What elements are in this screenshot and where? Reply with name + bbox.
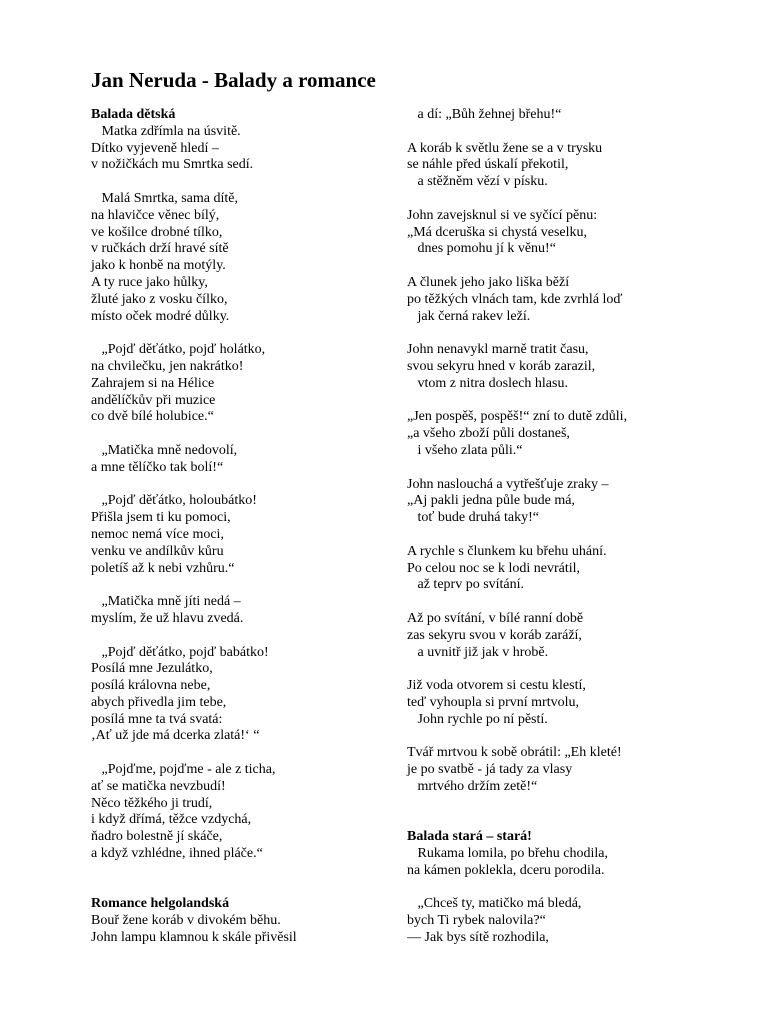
poem-line: abych přivedla jim tebe,: [91, 694, 227, 710]
poem-line: „Matička mně nedovolí,: [91, 442, 238, 458]
poem-line: ňadro bolestně jí skáče,: [91, 829, 223, 845]
poem-line: Přišla jsem ti ku pomoci,: [91, 510, 231, 526]
stanza-break: [91, 628, 391, 645]
poem-line: bych Ti rybek nalovila?“: [407, 913, 546, 929]
poem-line: nemoc nemá více moci,: [91, 526, 224, 542]
poem-line: John zavejsknul si ve syčící pěnu:: [407, 207, 598, 223]
stanza-break: [407, 191, 727, 208]
stanza-break: [407, 880, 727, 897]
right-column: [407, 107, 727, 947]
poem-line: „Pojďme, pojďme - ale z ticha,: [91, 762, 276, 778]
poem-line: a uvnitř již jak v hrobě.: [407, 644, 549, 660]
poem-line: venku ve andílkův kůru: [91, 543, 224, 559]
poem-line: John nenavykl marně tratit času,: [407, 342, 589, 358]
poem-line: John rychle po ní pěstí.: [407, 711, 548, 727]
poem-line: „Chceš ty, matičko má bledá,: [407, 896, 582, 912]
poem-line: andělíčkův při muzice: [91, 392, 216, 408]
stanza-break: [91, 863, 391, 880]
poem-line: zas sekyru svou v koráb zaráží,: [407, 627, 582, 643]
poem-line: Po celou noc se k lodi nevrátil,: [407, 560, 581, 576]
poem-line: posílá královna nebe,: [91, 678, 211, 694]
poem-line: Bouř žene koráb v divokém běhu.: [91, 913, 281, 929]
poem-line: a mne tělíčko tak bolí!“: [91, 459, 224, 475]
poem-line: na kámen poklekla, dceru porodila.: [407, 862, 605, 878]
poem-line: teď vyhoupla si první mrtvolu,: [407, 694, 579, 710]
poem-line: „Jen pospěš, pospěš!“ zní to dutě zdůli,: [407, 409, 628, 425]
poem-heading: Balada dětská: [91, 107, 176, 122]
poem-line: na hlavičce věnec bílý,: [91, 207, 220, 223]
stanza-break: [407, 812, 727, 829]
poem-line: Malá Smrtka, sama dítě,: [91, 190, 238, 206]
poem-line: a stěžněm vězí v písku.: [407, 174, 548, 190]
poem-line: se náhle před úskalí překotil,: [407, 157, 569, 173]
poem-line: dnes pomohu jí k věnu!“: [407, 241, 556, 257]
stanza-break: [407, 124, 727, 141]
poem-line: toť bude druhá taky!“: [407, 510, 539, 526]
poem-line: a dí: „Bůh žehnej břehu!“: [407, 107, 562, 122]
poem-line: a když vzhlédne, ihned pláče.“: [91, 846, 263, 862]
poem-line: „Pojď děťátko, pojď babátko!: [91, 644, 269, 660]
poem-heading: Romance helgolandská: [91, 896, 230, 912]
poem-line: po těžkých vlnách tam, kde zvrhlá loď: [407, 291, 623, 307]
stanza-break: [407, 393, 727, 410]
stanza-break: [407, 460, 727, 477]
left-column: [91, 107, 391, 947]
stanza-break: [407, 661, 727, 678]
poem-line: Něco těžkého ji trudí,: [91, 795, 213, 811]
stanza-break: [91, 174, 391, 191]
poem-heading: Balada stará – stará!: [407, 829, 532, 845]
poem-line: Rukama lomila, po břehu chodila,: [407, 846, 609, 862]
poem-line: Matka zdřímla na úsvitě.: [91, 123, 241, 139]
poem-line: „Matička mně jíti nedá –: [91, 594, 241, 610]
poem-line: jak černá rakev leží.: [407, 308, 531, 324]
poem-line: i všeho zlata půli.“: [407, 442, 523, 458]
stanza-break: [91, 880, 391, 897]
poem-line: poletíš až k nebi vzhůru.“: [91, 560, 235, 576]
poem-line: John lampu klamnou k skále přivěsil: [91, 930, 297, 946]
poem-line: „Aj pakli jedna půle bude má,: [407, 493, 575, 509]
poem-line: „a všeho zboží půli dostaneš,: [407, 426, 570, 442]
poem-line: žluté jako z vosku čílko,: [91, 291, 228, 307]
poem-line: Již voda otvorem si cestu klestí,: [407, 678, 586, 694]
poem-line: co dvě bílé holubice.“: [91, 409, 214, 425]
poem-line: A člunek jeho jako liška běží: [407, 274, 570, 290]
poem-line: myslím, že už hlavu zvedá.: [91, 610, 244, 626]
poem-line: jako k honbě na motýly.: [91, 258, 226, 274]
poem-line: v ručkách drží hravé sítě: [91, 241, 229, 257]
stanza-break: [91, 577, 391, 594]
poem-line: svou sekyru hned v koráb zarazil,: [407, 358, 596, 374]
poem-line: na chvilečku, jen nakrátko!: [91, 358, 244, 374]
poem-line: „Pojď děťátko, holoubátko!: [91, 493, 257, 509]
poem-line: ve košilce drobné tílko,: [91, 224, 223, 240]
poem-line: „Pojď děťátko, pojď holátko,: [91, 342, 266, 358]
poem-line: posílá mne ta tvá svatá:: [91, 711, 223, 727]
poem-line: ať se matička nevzbudí!: [91, 778, 226, 794]
poem-line: A koráb k světlu žene se a v trysku: [407, 140, 603, 156]
poem-line: až teprv po svítání.: [407, 577, 525, 593]
poem-line: mrtvého držím zetě!“: [407, 778, 538, 794]
poem-line: v nožičkách mu Smrtka sedí.: [91, 157, 254, 173]
poem-line: — Jak bys sítě rozhodila,: [407, 930, 549, 946]
stanza-break: [91, 325, 391, 342]
stanza-break: [91, 426, 391, 443]
poem-line: i když dřímá, těžce vzdychá,: [91, 812, 252, 828]
stanza-break: [407, 594, 727, 611]
poem-line: je po svatbě - já tady za vlasy: [407, 762, 573, 778]
poem-line: ‚Ať už jde má dcerka zlatá!‘ “: [91, 728, 260, 744]
poem-line: A ty ruce jako hůlky,: [91, 274, 208, 290]
poem-line: Posílá mne Jezulátko,: [91, 661, 213, 677]
stanza-break: [407, 728, 727, 745]
stanza-break: [91, 745, 391, 762]
stanza-break: [407, 325, 727, 342]
poem-line: vtom z nitra doslech hlasu.: [407, 375, 568, 391]
stanza-break: [407, 258, 727, 275]
stanza-break: [407, 796, 727, 813]
poem-line: Až po svítání, v bílé ranní době: [407, 610, 584, 626]
poem-line: místo oček modré důlky.: [91, 308, 230, 324]
poem-line: John naslouchá a vytřešťuje zraky –: [407, 476, 609, 492]
poem-line: „Má dceruška si chystá veselku,: [407, 224, 587, 240]
page-title: Jan Neruda - Balady a romance: [91, 68, 376, 92]
poem-line: Dítko vyjeveně hledí –: [91, 140, 219, 156]
poem-line: Tvář mrtvou k sobě obrátil: „Eh kleté!: [407, 745, 622, 761]
poem-line: Zahrajem si na Hélice: [91, 375, 215, 391]
poem-line: A rychle s člunkem ku břehu uhání.: [407, 543, 607, 559]
stanza-break: [91, 477, 391, 494]
stanza-break: [407, 527, 727, 544]
